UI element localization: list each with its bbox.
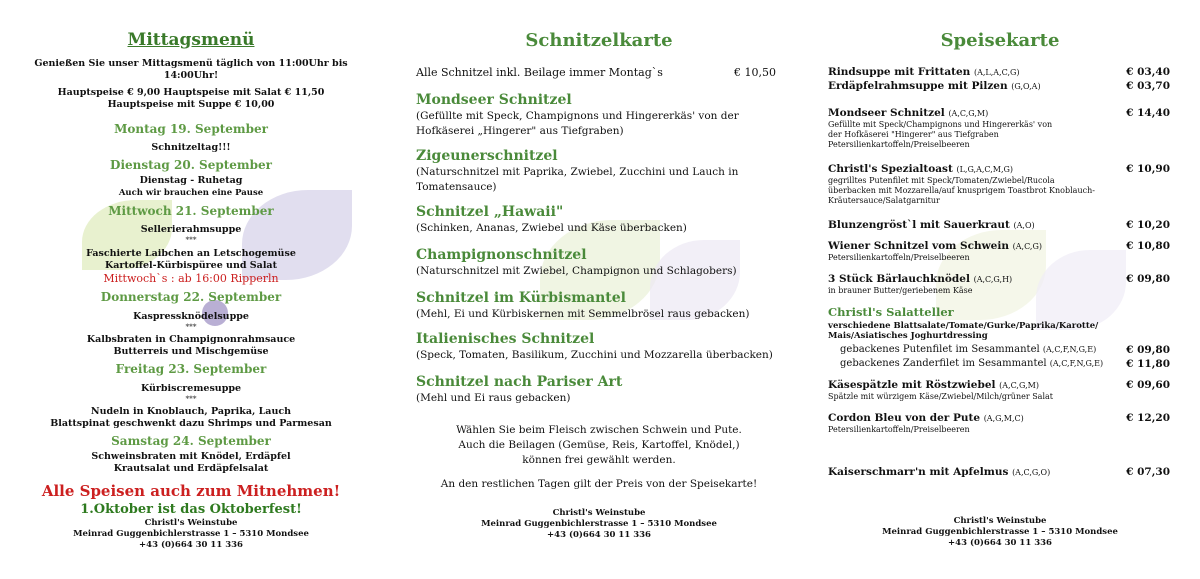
menu-item bbox=[828, 219, 1170, 232]
item-desc: Petersilienkartoffeln/Preiselbeeren bbox=[828, 253, 970, 262]
day-dish: Blattspinat geschwenkt dazu Shrimps und Parmesan bbox=[50, 418, 332, 429]
day-dish: Krautsalat und Erdäpfelsalat bbox=[113, 463, 269, 474]
footer-name: Christl's Weinstube bbox=[552, 508, 646, 518]
schnitzel-note-price: An den restlichen Tagen gilt der Preis von der Speisekarte! bbox=[440, 478, 758, 490]
salad-option-price: € 11,80 bbox=[1126, 358, 1170, 370]
oktoberfest-notice: 1.Oktober ist das Oktoberfest! bbox=[80, 502, 302, 517]
schnitzel-name: Mondseer Schnitzel bbox=[416, 92, 572, 108]
footer-phone: +43 (0)664 30 11 336 bbox=[139, 540, 243, 550]
schnitzel-column bbox=[400, 0, 798, 579]
schnitzel-name: Champignonschnitzel bbox=[416, 247, 587, 263]
wednesday-note: Mittwoch`s : ab 16:00 Ripperln bbox=[103, 272, 279, 285]
day-dish: Kaspressknödelsuppe bbox=[133, 311, 249, 322]
day-dish: Faschierte Laibchen an Letschogemüse bbox=[86, 248, 296, 259]
item-allergens: (A,C,G) bbox=[1012, 242, 1042, 251]
salad-title: Christl's Salatteller bbox=[828, 305, 954, 319]
separator-stars: *** bbox=[185, 322, 197, 331]
schnitzel-item bbox=[416, 204, 796, 236]
item-allergens: (A,C,G,O) bbox=[1012, 468, 1051, 477]
item-allergens: (A,O) bbox=[1013, 221, 1035, 230]
item-allergens: (A,C,G,H) bbox=[973, 275, 1013, 284]
menu-item bbox=[828, 240, 1170, 263]
lunch-price-line: Hauptspeise mit Suppe € 10,00 bbox=[107, 99, 275, 110]
item-price: € 03,40 bbox=[1126, 66, 1170, 78]
day-dish: Kartoffel-Kürbispüree und Salat bbox=[105, 260, 277, 271]
item-name: Käsespätzle mit Röstzwiebel bbox=[828, 379, 996, 391]
salad-option-name: gebackenes Putenfilet im Sesammantel bbox=[840, 344, 1040, 355]
item-name: 3 Stück Bärlauchknödel bbox=[828, 273, 970, 285]
item-price: € 10,90 bbox=[1126, 163, 1170, 175]
schnitzel-item bbox=[416, 247, 796, 279]
day-dish: Kürbiscremesuppe bbox=[140, 383, 242, 394]
item-allergens: (L,G,A,C,M,G) bbox=[956, 165, 1014, 174]
menu-item bbox=[828, 80, 1170, 93]
schnitzel-note: Auch die Beilagen (Gemüse, Reis, Kartoffel, Knödel,) bbox=[458, 439, 740, 451]
menu-item bbox=[828, 66, 1170, 79]
menu-item bbox=[828, 273, 1170, 296]
footer-name: Christl's Weinstube bbox=[144, 518, 238, 528]
item-allergens: (A,L,A,C,G) bbox=[973, 68, 1020, 77]
schnitzel-note: Wählen Sie beim Fleisch zwischen Schwein und Pute. bbox=[456, 424, 742, 436]
speisekarte-title: Speisekarte bbox=[940, 30, 1060, 51]
day-heading: Montag 19. September bbox=[114, 122, 268, 136]
day-heading: Donnerstag 22. September bbox=[100, 290, 282, 304]
lunch-menu-column bbox=[12, 0, 370, 579]
item-name: Erdäpfelrahmsuppe mit Pilzen bbox=[828, 80, 1008, 92]
day-dish: Kalbsbraten in Champignonrahmsauce bbox=[86, 334, 296, 345]
lunch-menu-title: Mittagsmenü bbox=[127, 30, 255, 50]
item-desc: Spätzle mit würzigem Käse/Zwiebel/Milch/grüner Salat bbox=[828, 392, 1053, 401]
item-price: € 10,80 bbox=[1126, 240, 1170, 252]
item-price: € 12,20 bbox=[1126, 412, 1170, 424]
day-dish: Schnitzeltag!!! bbox=[151, 142, 231, 153]
item-desc: in brauner Butter/geriebenem Käse bbox=[828, 286, 973, 295]
schnitzel-desc: (Schinken, Ananas, Zwiebel und Käse überbacken) bbox=[416, 222, 687, 234]
menu-item bbox=[828, 466, 1170, 479]
separator-stars: *** bbox=[185, 394, 197, 403]
menu-item bbox=[828, 107, 1170, 150]
salad-desc: verschiedene Blattsalate/Tomate/Gurke/Paprika/Karotte/ Mais/Asiatisches Joghurtdressing bbox=[828, 321, 1099, 341]
schnitzel-desc: (Gefüllte mit Speck, Champignons und Hingererkäs' von der Hofkäserei „Hingerer" aus Tiefgraben) bbox=[416, 110, 739, 137]
schnitzel-name: Italienisches Schnitzel bbox=[416, 331, 595, 347]
schnitzel-intro-text: Alle Schnitzel inkl. Beilage immer Montag`s bbox=[416, 66, 663, 79]
item-name: Cordon Bleu von der Pute bbox=[828, 412, 981, 424]
salad-option bbox=[840, 344, 1170, 356]
schnitzel-intro bbox=[416, 66, 776, 79]
schnitzel-desc: (Mehl und Ei raus gebacken) bbox=[416, 392, 571, 404]
salad-section bbox=[828, 306, 1170, 319]
item-name: Blunzengröst`l mit Sauerkraut bbox=[828, 219, 1010, 231]
day-dish: Auch wir brauchen eine Pause bbox=[118, 188, 264, 198]
schnitzel-desc: (Naturschnitzel mit Zwiebel, Champignon und Schlagobers) bbox=[416, 265, 737, 277]
schnitzel-note: können frei gewählt werden. bbox=[522, 454, 676, 466]
item-allergens: (G,O,A) bbox=[1011, 82, 1041, 91]
schnitzel-desc: (Mehl, Ei und Kürbiskernen mit Semmelbrösel raus gebacken) bbox=[416, 308, 750, 320]
schnitzel-item bbox=[416, 374, 796, 406]
schnitzel-item bbox=[416, 290, 796, 322]
speisekarte-column bbox=[826, 0, 1174, 579]
schnitzel-name: Schnitzel „Hawaii" bbox=[416, 204, 564, 220]
item-price: € 14,40 bbox=[1126, 107, 1170, 119]
schnitzel-item bbox=[416, 331, 796, 363]
schnitzel-name: Schnitzel im Kürbismantel bbox=[416, 290, 626, 306]
footer-address: Meinrad Guggenbichlerstrasse 1 – 5310 Mondsee bbox=[481, 519, 717, 529]
day-heading: Dienstag 20. September bbox=[110, 158, 272, 172]
salad-option-name: gebackenes Zanderfilet im Sesammantel bbox=[840, 358, 1047, 369]
footer-name: Christl's Weinstube bbox=[953, 516, 1047, 526]
lunch-price-line: Hauptspeise € 9,00 Hauptspeise mit Salat € 11,50 bbox=[57, 87, 325, 98]
day-dish: Dienstag - Ruhetag bbox=[139, 175, 243, 186]
salad-option-price: € 09,80 bbox=[1126, 344, 1170, 356]
item-price: € 10,20 bbox=[1126, 219, 1170, 231]
schnitzel-desc: (Naturschnitzel mit Paprika, Zwiebel, Zucchini und Lauch in Tomatensauce) bbox=[416, 166, 739, 193]
item-price: € 09,60 bbox=[1126, 379, 1170, 391]
item-name: Wiener Schnitzel vom Schwein bbox=[828, 240, 1009, 252]
item-name: Kaiserschmarr'n mit Apfelmus bbox=[828, 466, 1009, 478]
day-dish: Sellerierahmsuppe bbox=[140, 224, 242, 235]
schnitzel-name: Zigeunerschnitzel bbox=[416, 148, 558, 164]
menu-item bbox=[828, 379, 1170, 402]
day-heading: Samstag 24. September bbox=[111, 434, 271, 448]
item-price: € 03,70 bbox=[1126, 80, 1170, 92]
footer-address: Meinrad Guggenbichlerstrasse 1 – 5310 Mondsee bbox=[882, 527, 1118, 537]
day-dish: Butterreis und Mischgemüse bbox=[113, 346, 269, 357]
item-name: Christl's Spezialtoast bbox=[828, 163, 953, 175]
schnitzel-item bbox=[416, 92, 796, 139]
footer-address: Meinrad Guggenbichlerstrasse 1 – 5310 Mondsee bbox=[73, 529, 309, 539]
salad-option bbox=[840, 358, 1170, 370]
item-desc: Petersilienkartoffeln/Preiselbeeren bbox=[828, 425, 970, 434]
schnitzel-intro-price: € 10,50 bbox=[734, 66, 776, 79]
item-price: € 07,30 bbox=[1126, 466, 1170, 478]
schnitzel-item bbox=[416, 148, 796, 195]
footer-phone: +43 (0)664 30 11 336 bbox=[948, 538, 1052, 548]
item-name: Rindsuppe mit Frittaten bbox=[828, 66, 971, 78]
item-allergens: (A,G,M,C) bbox=[983, 414, 1024, 423]
schnitzel-name: Schnitzel nach Pariser Art bbox=[416, 374, 623, 390]
day-dish: Nudeln in Knoblauch, Paprika, Lauch bbox=[90, 406, 292, 417]
item-desc: gegrilltes Putenfilet mit Speck/Tomaten/Zwiebel/Rucola überbacken mit Mozzarella/auf knusprigem Toastbrot Knoblauch-Kräutersauce/Salatgarnitur bbox=[828, 176, 1095, 205]
item-price: € 09,80 bbox=[1126, 273, 1170, 285]
item-allergens: (A,C,G,M) bbox=[948, 109, 989, 118]
schnitzel-desc: (Speck, Tomaten, Basilikum, Zucchini und Mozzarella überbacken) bbox=[416, 349, 773, 361]
footer-phone: +43 (0)664 30 11 336 bbox=[547, 530, 651, 540]
separator-stars: *** bbox=[185, 235, 197, 244]
day-dish: Schweinsbraten mit Knödel, Erdäpfel bbox=[91, 451, 291, 462]
menu-item bbox=[828, 412, 1170, 435]
takeaway-notice: Alle Speisen auch zum Mitnehmen! bbox=[41, 482, 341, 500]
salad-option-allergens: (A,C,F,N,G,E) bbox=[1049, 359, 1104, 368]
item-allergens: (A,C,G,M) bbox=[999, 381, 1039, 390]
item-name: Mondseer Schnitzel bbox=[828, 107, 945, 119]
salad-option-allergens: (A,C,F,N,G,E) bbox=[1042, 345, 1097, 354]
day-heading: Mittwoch 21. September bbox=[108, 204, 274, 218]
item-desc: Gefüllte mit Speck/Champignons und Hingererkäs' von der Hofkäserei "Hingerer" aus Tiefgraben Petersilienkartoffeln/Preiselbeeren bbox=[828, 120, 1053, 149]
menu-item bbox=[828, 163, 1170, 206]
schnitzel-title: Schnitzelkarte bbox=[525, 30, 673, 51]
lunch-intro: Genießen Sie unser Mittagsmenü täglich von 11:00Uhr bis 14:00Uhr! bbox=[34, 58, 348, 81]
day-heading: Freitag 23. September bbox=[115, 362, 267, 376]
